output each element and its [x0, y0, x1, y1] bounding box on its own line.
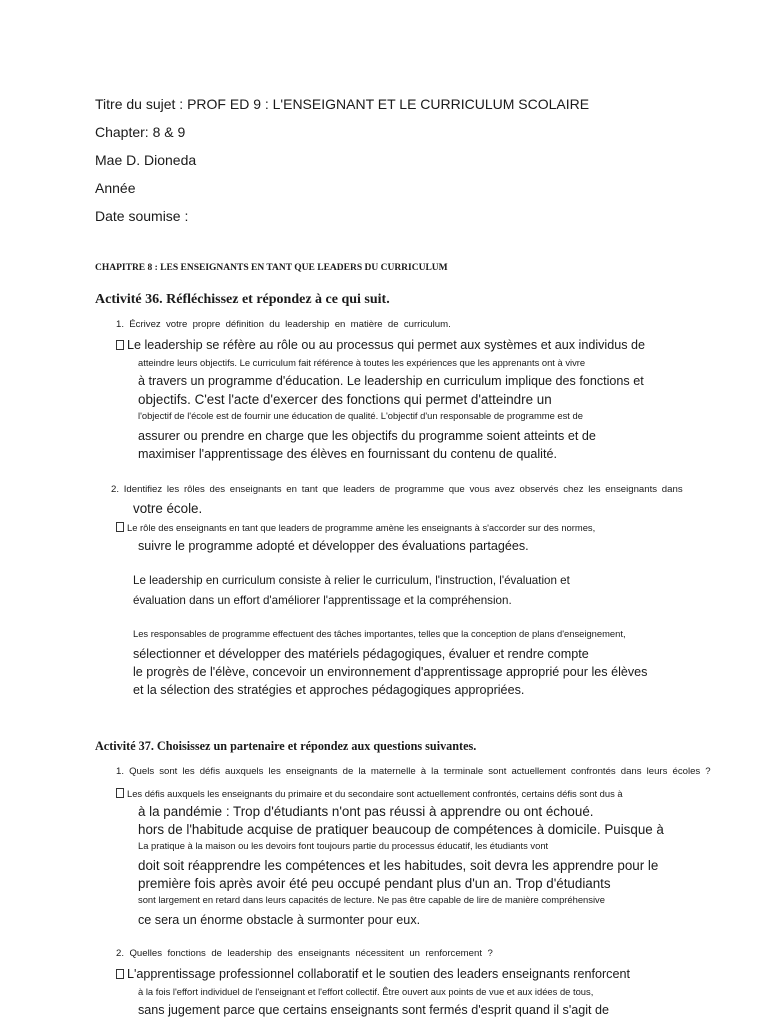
bullet-box-icon: [116, 969, 124, 979]
activity-37-title: Activité 37. Choisissez un partenaire et répondez aux questions suivantes.: [95, 739, 477, 753]
activity-36-question-2: 2. Identifiez les rôles des enseignants en tant que leaders de programme que vous avez observés chez les enseignants dans: [111, 484, 683, 495]
bullet-box-icon: [116, 340, 124, 350]
activity-37-answer-1-line: à la pandémie : Trop d'étudiants n'ont pas réussi à apprendre ou ont échoué.: [138, 804, 594, 819]
activity-36-answer-2-line: et la sélection des stratégies et approches pédagogiques appropriées.: [133, 683, 525, 697]
activity-36-answer-1-line: l'objectif de l'école est de fournir une éducation de qualité. L'objectif d'un responsable de programme est de: [138, 410, 583, 421]
activity-37-answer-1-line: doit soit réapprendre les compétences et les habitudes, soit devra les apprendre pour le: [138, 858, 659, 873]
activity-36-answer-1-line: Le leadership se réfère au rôle ou au processus qui permet aux systèmes et aux individus de: [116, 339, 645, 352]
activity-36-question-2-cont: votre école.: [133, 501, 203, 516]
chapter-heading: CHAPITRE 8 : LES ENSEIGNANTS EN TANT QUE LEADERS DU CURRICULUM: [95, 263, 448, 273]
activity-36-answer-2-line: le progrès de l'élève, concevoir un environnement d'apprentissage approprié pour les élèves: [133, 665, 648, 679]
year-label: Année: [95, 180, 136, 196]
activity-37-answer-2-line: sans jugement parce que certains enseignants sont fermés d'esprit quand il s'agit de: [138, 1003, 610, 1017]
date-submitted-label: Date soumise :: [95, 208, 189, 224]
activity-36-answer-2-line: Le leadership en curriculum consiste à relier le curriculum, l'instruction, l'évaluation et: [133, 574, 570, 587]
activity-37-answer-1-line: ce sera un énorme obstacle à surmonter pour eux.: [138, 913, 421, 927]
activity-36-answer-2-line: Les responsables de programme effectuent des tâches importantes, telles que la conception de plans d'enseignement,: [133, 628, 626, 639]
activity-37-question-2: 2. Quelles fonctions de leadership des enseignants nécessitent un renforcement ?: [116, 948, 493, 959]
chapter-label: Chapter: 8 & 9: [95, 124, 186, 140]
activity-37-answer-2-line: à la fois l'effort individuel de l'enseignant et l'effort collectif. Être ouvert aux points de vue et aux idées de tous,: [138, 986, 594, 997]
activity-36-answer-2-line: suivre le programme adopté et développer des évaluations partagées.: [138, 539, 529, 553]
activity-37-answer-2-line: L'apprentissage professionnel collaboratif et le soutien des leaders enseignants renforcent: [116, 968, 630, 981]
author-name: Mae D. Dioneda: [95, 152, 197, 168]
activity-36-answer-1-line: maximiser l'apprentissage des élèves en fournissant du contenu de qualité.: [138, 447, 557, 461]
activity-36-answer-1-line: atteindre leurs objectifs. Le curriculum fait référence à toutes les expériences que les apprenants ont à vivre: [138, 357, 586, 368]
activity-37-answer-1-line: hors de l'habitude acquise de pratiquer beaucoup de compétences à domicile. Puisque à: [138, 822, 664, 837]
activity-36-answer-1-line: assurer ou prendre en charge que les objectifs du programme soient atteints et de: [138, 429, 596, 443]
activity-37-question-1: 1. Quels sont les défis auxquels les enseignants de la maternelle à la terminale sont actuellement confrontés dans leurs écoles ?: [116, 766, 711, 777]
activity-37-answer-1-line: première fois après avoir été peu occupé pendant plus d'un an. Trop d'étudiants: [138, 876, 611, 891]
bullet-box-icon: [116, 788, 124, 798]
activity-36-title: Activité 36. Réfléchissez et répondez à ce qui suit.: [95, 292, 390, 307]
activity-37-answer-1-line: La pratique à la maison ou les devoirs font toujours partie du processus éducatif, les étudiants vont: [138, 840, 549, 851]
subject-title: Titre du sujet : PROF ED 9 : L'ENSEIGNANT ET LE CURRICULUM SCOLAIRE: [95, 96, 590, 112]
activity-37-answer-1-line: sont largement en retard dans leurs capacités de lecture. Ne pas être capable de lire de manière compréhensive: [138, 894, 605, 905]
activity-36-answer-2-line: sélectionner et développer des matériels pédagogiques, évaluer et rendre compte: [133, 647, 589, 661]
activity-37-answer-1-line: Les défis auxquels les enseignants du primaire et du secondaire sont actuellement confrontés, certains défis sont dus à: [116, 788, 623, 798]
activity-36-question-1: 1. Écrivez votre propre définition du leadership en matière de curriculum.: [116, 319, 451, 330]
bullet-box-icon: [116, 522, 124, 532]
activity-36-answer-2-line: Le rôle des enseignants en tant que leaders de programme amène les enseignants à s'accorder sur des normes,: [116, 522, 595, 532]
activity-36-answer-1-line: à travers un programme d'éducation. Le leadership en curriculum implique des fonctions et: [138, 374, 644, 388]
activity-36-answer-2-line: évaluation dans un effort d'améliorer l'apprentissage et la compréhension.: [133, 594, 512, 607]
activity-36-answer-1-line: objectifs. C'est l'acte d'exercer des fonctions qui permet d'atteindre un: [138, 392, 552, 407]
